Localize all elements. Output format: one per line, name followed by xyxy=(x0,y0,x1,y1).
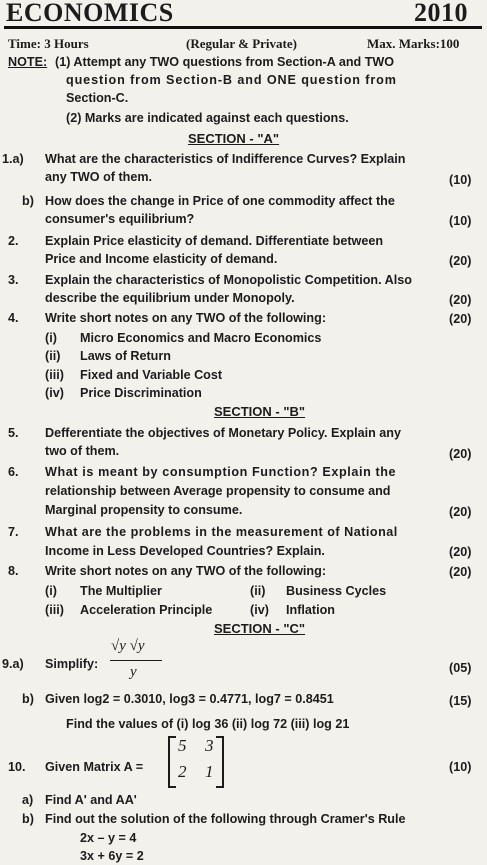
q1b-line-2: consumer's equilibrium? xyxy=(45,212,195,226)
q10a-text: Find A' and AA' xyxy=(45,793,137,807)
q1b-line-1: How does the change in Price of one commodity affect the xyxy=(45,194,395,208)
q4-item-num: (iii) xyxy=(45,368,64,382)
q4-item-num: (i) xyxy=(45,331,57,345)
q4-item-num: (ii) xyxy=(45,349,61,363)
q5-number: 5. xyxy=(8,426,19,440)
q1b-marks: (10) xyxy=(449,214,472,228)
q5-line-2: two of them. xyxy=(45,444,120,458)
matrix-cell: 1 xyxy=(205,762,214,781)
q9b-number: b) xyxy=(22,692,34,706)
q2-line-1: Explain Price elasticity of demand. Differentiate between xyxy=(45,234,384,248)
q1a-marks: (10) xyxy=(449,173,472,187)
note-line-3: Section-C. xyxy=(66,91,129,105)
q2-number: 2. xyxy=(8,234,19,248)
q5-marks: (20) xyxy=(449,447,472,461)
q8-item-num: (ii) xyxy=(250,584,266,598)
matrix-left-bracket xyxy=(168,736,176,788)
q10b-number: b) xyxy=(22,812,34,826)
q8-item-num: (i) xyxy=(45,584,57,598)
q9a-label: Simplify: xyxy=(45,657,99,671)
q1a-number: 1.a) xyxy=(2,152,24,166)
q8-item-num: (iii) xyxy=(45,603,64,617)
q6-number: 6. xyxy=(8,465,19,479)
q4-number: 4. xyxy=(8,311,19,325)
q4-item-num: (iv) xyxy=(45,386,64,400)
q9b-line-1: Given log2 = 0.3010, log3 = 0.4771, log7 = 0.8451 xyxy=(45,692,334,706)
q4-marks: (20) xyxy=(449,312,472,326)
q9a-number: 9.a) xyxy=(2,657,24,671)
q5-line-1: Defferentiate the objectives of Monetary Policy. Explain any xyxy=(45,426,401,440)
q4-item-text: Price Discrimination xyxy=(80,386,202,400)
q1b-number: b) xyxy=(22,194,34,208)
q9a-marks: (05) xyxy=(449,661,472,675)
q10-marks: (10) xyxy=(449,760,472,774)
q9b-line-2: Find the values of (i) log 36 (ii) log 72 (iii) log 21 xyxy=(66,717,350,731)
exam-mode: (Regular & Private) xyxy=(186,36,297,51)
q3-line-1: Explain the characteristics of Monopolistic Competition. Also xyxy=(45,273,412,287)
note-line-4: (2) Marks are indicated against each questions. xyxy=(66,111,349,125)
matrix-cell: 3 xyxy=(205,736,214,755)
q9a-denominator: y xyxy=(130,664,137,680)
section-b-heading: SECTION - "B" xyxy=(214,404,306,419)
q8-item-text: Acceleration Principle xyxy=(80,603,213,617)
fraction-bar xyxy=(110,660,162,661)
q8-number: 8. xyxy=(8,564,19,578)
q3-line-2: describe the equilibrium under Monopoly. xyxy=(45,291,295,305)
matrix-cell: 2 xyxy=(178,762,187,781)
q10-number: 10. xyxy=(8,760,26,774)
subject-title: ECONOMICS xyxy=(6,0,174,27)
note-label: NOTE: xyxy=(8,55,48,69)
q8-item-text: The Multiplier xyxy=(80,584,162,598)
q6-marks: (20) xyxy=(449,505,472,519)
exam-year: 2010 xyxy=(414,0,468,27)
time-label: Time: 3 Hours xyxy=(8,36,89,51)
q6-line-3: Marginal propensity to consume. xyxy=(45,503,243,517)
q2-line-2: Price and Income elasticity of demand. xyxy=(45,252,278,266)
note-line-2: question from Section-B and ONE question from xyxy=(66,73,397,87)
q8-line-1: Write short notes on any TWO of the following: xyxy=(45,564,327,578)
q4-line-1: Write short notes on any TWO of the following: xyxy=(45,311,327,325)
q8-item-num: (iv) xyxy=(250,603,269,617)
q1a-line-2: any TWO of them. xyxy=(45,170,153,184)
q8-item-text: Inflation xyxy=(286,603,335,617)
q7-line-1: What are the problems in the measurement of National xyxy=(45,525,398,539)
q4-item-text: Fixed and Variable Cost xyxy=(80,368,223,382)
q1a-line-1: What are the characteristics of Indifference Curves? Explain xyxy=(45,152,406,166)
section-c-heading: SECTION - "C" xyxy=(214,621,306,636)
q7-marks: (20) xyxy=(449,545,472,559)
q10-label: Given Matrix A = xyxy=(45,760,144,774)
q10b-text: Find out the solution of the following through Cramer's Rule xyxy=(45,812,406,826)
q10a-number: a) xyxy=(22,793,34,807)
q8-item-text: Business Cycles xyxy=(286,584,387,598)
q6-line-2: relationship between Average propensity to consume and xyxy=(45,484,391,498)
header-rule xyxy=(4,26,482,29)
q10b-equation-2: 3x + 6y = 2 xyxy=(80,849,144,863)
matrix-cell: 5 xyxy=(178,736,187,755)
q2-marks: (20) xyxy=(449,254,472,268)
q7-number: 7. xyxy=(8,525,19,539)
q4-item-text: Laws of Return xyxy=(80,349,171,363)
q3-marks: (20) xyxy=(449,293,472,307)
matrix-right-bracket xyxy=(216,736,224,788)
q3-number: 3. xyxy=(8,273,19,287)
q6-line-1: What is meant by consumption Function? Explain the xyxy=(45,465,397,479)
q10b-equation-1: 2x – y = 4 xyxy=(80,831,137,845)
q9b-marks: (15) xyxy=(449,694,472,708)
q8-marks: (20) xyxy=(449,565,472,579)
note-line-1: (1) Attempt any TWO questions from Section-A and TWO xyxy=(55,55,395,69)
q9a-numerator: √y √y xyxy=(111,638,145,654)
q4-item-text: Micro Economics and Macro Economics xyxy=(80,331,322,345)
q7-line-2: Income in Less Developed Countries? Explain. xyxy=(45,544,325,558)
section-a-heading: SECTION - "A" xyxy=(188,131,280,146)
max-marks: Max. Marks:100 xyxy=(367,36,460,51)
